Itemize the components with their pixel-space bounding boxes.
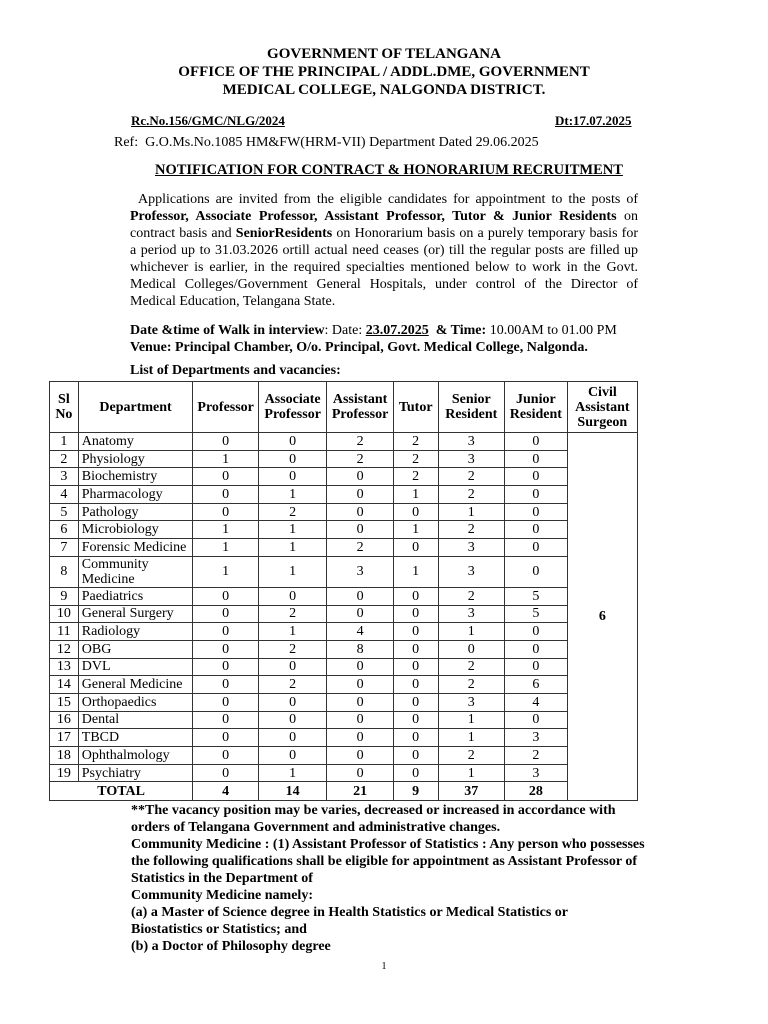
vacancy-count: 1 (438, 711, 505, 729)
vacancy-count: 0 (327, 658, 393, 676)
vacancy-count: 0 (193, 658, 259, 676)
serial-number: 6 (50, 521, 79, 539)
column-header: Tutor (393, 382, 438, 433)
table-row (50, 747, 638, 765)
vacancy-count: 2 (438, 658, 505, 676)
venue: Venue: Principal Chamber, O/o. Principal, Govt. Medical College, Nalgonda. (130, 340, 588, 355)
serial-number: 5 (50, 503, 79, 521)
vacancy-count: 0 (327, 729, 393, 747)
vacancy-count: 0 (505, 640, 568, 658)
vacancies-table (49, 381, 638, 801)
vacancy-count: 2 (438, 468, 505, 486)
vacancy-count: 2 (438, 587, 505, 605)
vacancy-count: 0 (505, 521, 568, 539)
department-name: DVL (78, 658, 193, 676)
vacancy-count: 0 (193, 747, 259, 765)
column-header: Senior Resident (438, 382, 505, 433)
total-count: 28 (505, 782, 568, 801)
vacancy-count: 2 (393, 433, 438, 451)
vacancy-count: 0 (193, 433, 259, 451)
serial-number: 19 (50, 764, 79, 782)
serial-number: 14 (50, 676, 79, 694)
vacancy-count: 0 (193, 711, 259, 729)
vacancy-count: 0 (438, 640, 505, 658)
serial-number: 10 (50, 605, 79, 623)
vacancy-count: 1 (393, 556, 438, 587)
para-senior-residents: SeniorResidents (235, 226, 333, 241)
vacancy-count: 0 (505, 556, 568, 587)
table-row (50, 764, 638, 782)
vacancy-count: 0 (193, 503, 259, 521)
vacancy-count: 2 (505, 747, 568, 765)
vacancy-count: 1 (393, 486, 438, 504)
table-row (50, 640, 638, 658)
vacancy-count: 0 (393, 587, 438, 605)
table-row (50, 676, 638, 694)
vacancy-count: 0 (193, 640, 259, 658)
notes (131, 802, 691, 955)
vacancy-count: 1 (438, 623, 505, 641)
table-row (50, 605, 638, 623)
vacancy-count: 1 (258, 623, 326, 641)
vacancy-count: 8 (327, 640, 393, 658)
department-name: Pathology (78, 503, 193, 521)
vacancy-count: 0 (505, 503, 568, 521)
department-name: Anatomy (78, 433, 193, 451)
vacancy-count: 0 (327, 605, 393, 623)
walkin-date-label: : Date: (324, 323, 366, 338)
department-name: TBCD (78, 729, 193, 747)
table-row (50, 468, 638, 486)
vacancy-count: 2 (438, 747, 505, 765)
header-line-3: MEDICAL COLLEGE, NALGONDA DISTRICT. (222, 82, 546, 98)
walkin-label: Date &time of Walk in interview (130, 323, 325, 338)
vacancy-count: 2 (327, 433, 393, 451)
vacancy-count: 0 (193, 587, 259, 605)
vacancy-count: 3 (438, 433, 505, 451)
department-name: Psychiatry (78, 764, 193, 782)
vacancy-count: 0 (193, 729, 259, 747)
vacancy-count: 2 (258, 605, 326, 623)
vacancy-count: 0 (393, 658, 438, 676)
table-row (50, 486, 638, 504)
total-count: 9 (393, 782, 438, 801)
vacancy-count: 2 (327, 450, 393, 468)
vacancy-count: 1 (438, 729, 505, 747)
vacancy-count: 0 (327, 521, 393, 539)
serial-number: 11 (50, 623, 79, 641)
table-row (50, 521, 638, 539)
total-row (50, 782, 638, 801)
table-row (50, 587, 638, 605)
walkin-time-label: & Time: (428, 323, 490, 338)
vacancy-count: 3 (505, 729, 568, 747)
department-name: Paediatrics (78, 587, 193, 605)
serial-number: 4 (50, 486, 79, 504)
walkin-date: 23.07.2025 (365, 323, 429, 338)
serial-number: 7 (50, 539, 79, 557)
vacancy-count: 0 (327, 468, 393, 486)
vacancy-count: 0 (327, 747, 393, 765)
serial-number: 9 (50, 587, 79, 605)
vacancy-count: 6 (505, 676, 568, 694)
para-text: on Honorarium basis on a purely temporary basis for a period up to 31.03.2026 ortill actual need ceases (or) till the regular posts are filled up whichever is earlier, in the required specialties mentioned below to work in the Govt. Medical Colleges/Government General Hospitals, under control of the Director of Medical Education, Telangana State. (130, 226, 639, 309)
vacancy-count: 2 (393, 450, 438, 468)
vacancy-count: 0 (505, 433, 568, 451)
department-name: Radiology (78, 623, 193, 641)
column-header: Sl No (50, 382, 79, 433)
department-name: Physiology (78, 450, 193, 468)
vacancy-count: 0 (505, 711, 568, 729)
column-header: Assistant Professor (327, 382, 393, 433)
serial-number: 3 (50, 468, 79, 486)
note-line: Statistics in the Department of (131, 871, 313, 887)
table-header-row (50, 382, 638, 433)
vacancy-count: 1 (193, 450, 259, 468)
vacancy-count: 1 (193, 521, 259, 539)
vacancy-count: 0 (193, 468, 259, 486)
vacancy-count: 0 (505, 539, 568, 557)
vacancy-count: 0 (505, 623, 568, 641)
vacancy-count: 0 (393, 539, 438, 557)
notice-date: Dt:17.07.2025 (555, 113, 632, 128)
department-name: Ophthalmology (78, 747, 193, 765)
serial-number: 15 (50, 693, 79, 711)
header-line-1: GOVERNMENT OF TELANGANA (267, 46, 501, 62)
vacancy-count: 0 (193, 676, 259, 694)
vacancy-count: 2 (258, 640, 326, 658)
para-text: on contract basis and (130, 209, 639, 241)
vacancy-count: 1 (193, 556, 259, 587)
vacancy-count: 0 (258, 729, 326, 747)
note-line: (a) a Master of Science degree in Health Statistics or Medical Statistics or (131, 905, 569, 921)
vacancy-count: 0 (393, 623, 438, 641)
vacancy-count: 0 (193, 605, 259, 623)
vacancy-count: 2 (438, 486, 505, 504)
total-count: 4 (193, 782, 259, 801)
note-line: the following qualifications shall be eligible for appointment as Assistant Professor of (131, 854, 637, 870)
para-posts: Professor, Associate Professor, Assistant Professor, Tutor & Junior Residents (130, 209, 617, 224)
vacancy-count: 0 (258, 450, 326, 468)
vacancy-count: 0 (327, 587, 393, 605)
vacancy-count: 0 (393, 764, 438, 782)
serial-number: 18 (50, 747, 79, 765)
vacancy-count: 0 (193, 623, 259, 641)
serial-number: 12 (50, 640, 79, 658)
page-number: 1 (381, 961, 387, 973)
note-line: Biostatistics or Statistics; and (131, 922, 307, 938)
vacancy-count: 1 (258, 521, 326, 539)
vacancy-count: 0 (393, 605, 438, 623)
vacancy-count: 3 (327, 556, 393, 587)
walkin-line (130, 322, 638, 339)
table-row (50, 711, 638, 729)
note-line: (b) a Doctor of Philosophy degree (131, 939, 331, 955)
total-count: 37 (438, 782, 505, 801)
civil-assistant-surgeon-count: 6 (567, 433, 637, 801)
vacancy-count: 4 (327, 623, 393, 641)
vacancy-count: 0 (193, 764, 259, 782)
vacancy-count: 0 (258, 711, 326, 729)
vacancy-count: 0 (393, 693, 438, 711)
header-line-2: OFFICE OF THE PRINCIPAL / ADDL.DME, GOVERNMENT (178, 64, 590, 80)
department-name: Forensic Medicine (78, 539, 193, 557)
table-row (50, 450, 638, 468)
table-row (50, 539, 638, 557)
vacancy-count: 3 (438, 450, 505, 468)
vacancy-count: 1 (258, 764, 326, 782)
walkin-time: 10.00AM to 01.00 PM (489, 323, 617, 338)
vacancy-count: 1 (393, 521, 438, 539)
serial-number: 16 (50, 711, 79, 729)
vacancy-count: 0 (393, 503, 438, 521)
vacancy-count: 0 (327, 764, 393, 782)
vacancy-count: 0 (258, 693, 326, 711)
serial-number: 8 (50, 556, 79, 587)
vacancy-count: 0 (505, 658, 568, 676)
total-count: 21 (327, 782, 393, 801)
vacancy-count: 1 (193, 539, 259, 557)
department-name: Dental (78, 711, 193, 729)
note-line: Community Medicine namely: (131, 888, 313, 904)
department-name: Orthopaedics (78, 693, 193, 711)
column-header: Civil Assistant Surgeon (567, 382, 637, 433)
reference-number: Rc.No.156/GMC/NLG/2024 (131, 113, 285, 128)
vacancy-count: 2 (258, 676, 326, 694)
total-count: 14 (258, 782, 326, 801)
para-text: Applications are invited from the eligible candidates for appointment to the posts of (138, 192, 638, 207)
department-name: General Medicine (78, 676, 193, 694)
table-row (50, 556, 638, 587)
department-name: Pharmacology (78, 486, 193, 504)
department-name: OBG (78, 640, 193, 658)
vacancy-count: 1 (258, 486, 326, 504)
vacancy-count: 0 (258, 468, 326, 486)
vacancy-count: 1 (438, 764, 505, 782)
department-name: General Surgery (78, 605, 193, 623)
body-flow (55, 191, 645, 973)
intro-paragraph (130, 191, 638, 310)
table-row (50, 503, 638, 521)
vacancy-count: 5 (505, 605, 568, 623)
vacancy-count: 2 (393, 468, 438, 486)
department-name: Community Medicine (78, 556, 193, 587)
vacancy-count: 0 (258, 747, 326, 765)
table-row (50, 433, 638, 451)
vacancy-count: 2 (438, 676, 505, 694)
vacancy-count: 2 (327, 539, 393, 557)
table-row (50, 658, 638, 676)
vacancy-count: 0 (327, 676, 393, 694)
vacancy-count: 5 (505, 587, 568, 605)
vacancy-count: 0 (393, 747, 438, 765)
list-title: List of Departments and vacancies: (130, 363, 341, 378)
column-header: Professor (193, 382, 259, 433)
column-header: Junior Resident (505, 382, 568, 433)
vacancy-count: 4 (505, 693, 568, 711)
department-name: Biochemistry (78, 468, 193, 486)
column-header: Associate Professor (258, 382, 326, 433)
vacancy-count: 3 (505, 764, 568, 782)
vacancy-count: 3 (438, 556, 505, 587)
note-line: orders of Telangana Government and administrative changes. (131, 820, 501, 836)
note-line: Community Medicine : (1) Assistant Professor of Statistics : Any person who possesses (131, 837, 645, 853)
vacancy-count: 0 (505, 468, 568, 486)
vacancy-count: 0 (258, 433, 326, 451)
vacancy-count: 0 (393, 640, 438, 658)
serial-number: 1 (50, 433, 79, 451)
table-row (50, 623, 638, 641)
vacancy-count: 0 (393, 729, 438, 747)
table-row (50, 693, 638, 711)
vacancy-count: 0 (327, 693, 393, 711)
serial-number: 17 (50, 729, 79, 747)
vacancy-count: 0 (327, 503, 393, 521)
vacancy-count: 2 (258, 503, 326, 521)
column-header: Department (78, 382, 193, 433)
vacancy-count: 0 (505, 486, 568, 504)
serial-number: 13 (50, 658, 79, 676)
vacancy-count: 0 (327, 711, 393, 729)
notification-title: NOTIFICATION FOR CONTRACT & HONORARIUM RECRUITMENT (155, 162, 623, 178)
vacancy-count: 0 (327, 486, 393, 504)
vacancy-count: 3 (438, 539, 505, 557)
vacancy-count: 3 (438, 693, 505, 711)
department-name: Microbiology (78, 521, 193, 539)
serial-number: 2 (50, 450, 79, 468)
vacancy-count: 0 (505, 450, 568, 468)
vacancy-count: 0 (258, 658, 326, 676)
table-row (50, 729, 638, 747)
vacancy-count: 1 (258, 556, 326, 587)
vacancy-count: 1 (258, 539, 326, 557)
note-line: **The vacancy position may be varies, decreased or increased in accordance with (131, 803, 616, 819)
vacancy-count: 0 (393, 711, 438, 729)
vacancy-count: 0 (193, 486, 259, 504)
vacancy-count: 0 (393, 676, 438, 694)
vacancy-count: 1 (438, 503, 505, 521)
vacancy-count: 3 (438, 605, 505, 623)
vacancy-count: 0 (258, 587, 326, 605)
vacancy-count: 0 (193, 693, 259, 711)
total-label: TOTAL (50, 782, 193, 801)
go-reference: Ref: G.O.Ms.No.1085 HM&FW(HRM-VII) Department Dated 29.06.2025 (114, 135, 539, 150)
vacancy-count: 2 (438, 521, 505, 539)
